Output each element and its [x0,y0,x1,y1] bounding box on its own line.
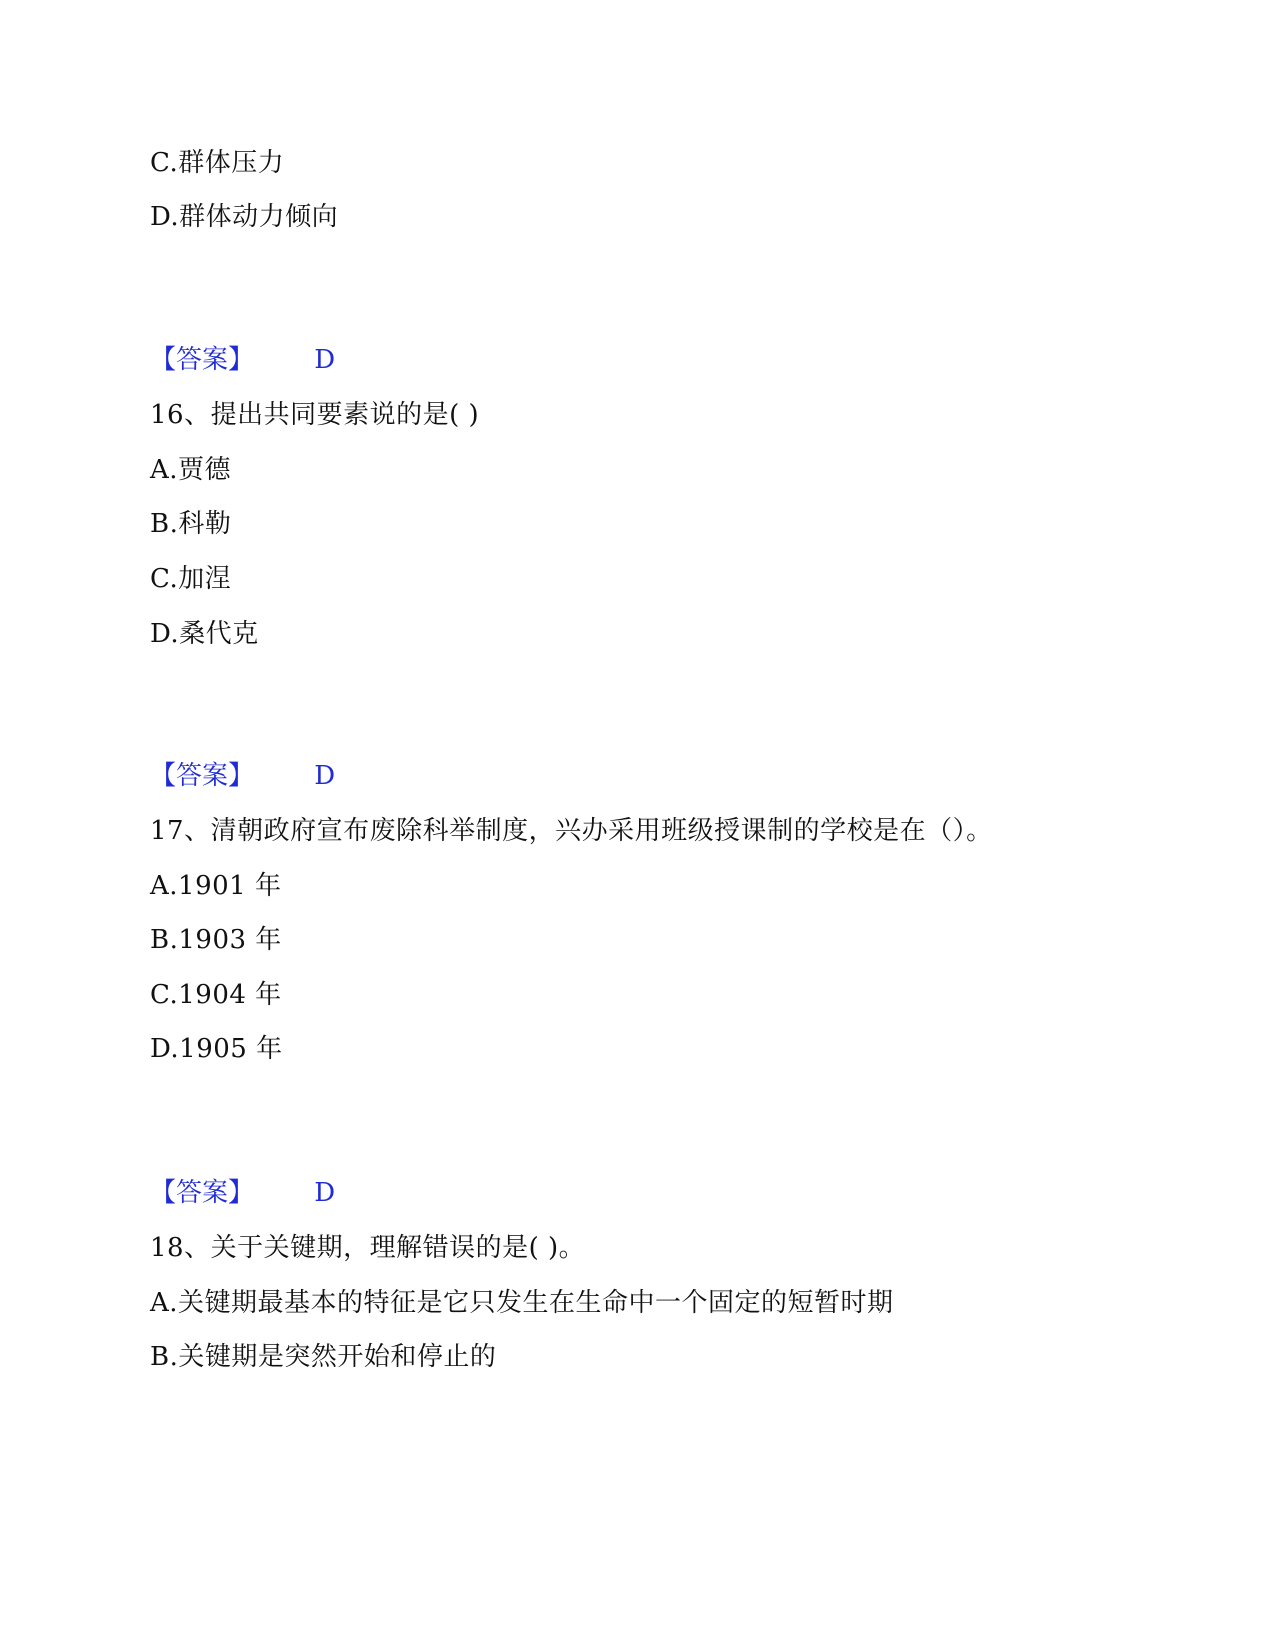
q15-option-c: C.群体压力 [150,148,285,178]
answer-value: D [314,1178,336,1208]
q17-question: 17、清朝政府宣布废除科举制度，兴办采用班级授课制的学校是在（）。 [150,816,993,846]
q17-option-d: D.1905 年 [150,1034,283,1064]
q16-option-b: B.科勒 [150,509,232,539]
q16-question: 16、提出共同要素说的是( ) [150,400,480,430]
q18-option-b: B.关键期是突然开始和停止的 [150,1342,497,1372]
answer-label: 【答案】 [150,1178,255,1208]
q18-option-a: A.关键期最基本的特征是它只发生在生命中一个固定的短暂时期 [150,1288,894,1318]
answer-16 [150,759,335,793]
answer-value: D [314,345,336,375]
answer-label: 【答案】 [150,345,255,375]
q16-option-a: A.贾德 [150,455,232,485]
q17-option-c: C.1904 年 [150,980,282,1010]
answer-17 [150,1176,335,1210]
q15-option-d: D.群体动力倾向 [150,202,339,232]
answer-label: 【答案】 [150,761,255,791]
q16-option-c: C.加涅 [150,564,232,594]
answer-15 [150,343,335,377]
q18-question: 18、关于关键期，理解错误的是( )。 [150,1233,586,1263]
q16-option-d: D.桑代克 [150,619,259,649]
answer-value: D [314,761,336,791]
q17-option-a: A.1901 年 [150,871,282,901]
q17-option-b: B.1903 年 [150,925,282,955]
